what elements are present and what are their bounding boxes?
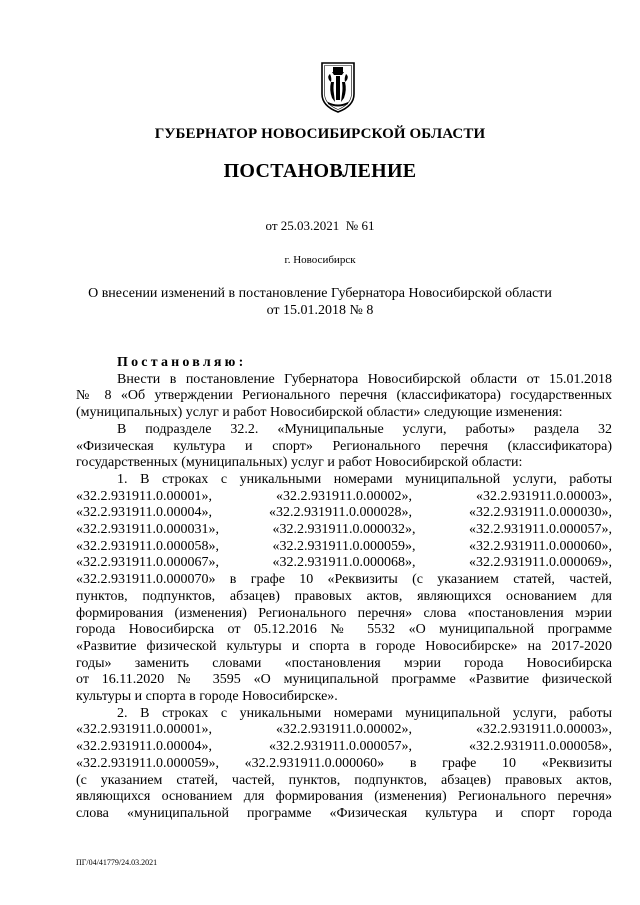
body-line: «32.2.931911.0.000031», «32.2.931911.0.000032», «32.2.931911.0.000057», xyxy=(76,522,612,538)
body-line: В подразделе 32.2. «Муниципальные услуги, работы» раздела 32 xyxy=(117,421,612,437)
body-line: являющихся основанием для формирования (изменения) Регионального перечня» xyxy=(76,789,612,805)
body-line: № 8 «Об утверждении Регионального перечня (классификатора) государственных xyxy=(76,388,612,404)
document-date-number: от 25.03.2021 № 61 xyxy=(265,218,375,233)
subject-line: от 15.01.2018 № 8 xyxy=(266,303,374,318)
body-line: «32.2.931911.0.000067», «32.2.931911.0.000068», «32.2.931911.0.000069», xyxy=(76,555,612,571)
body-line: «Физическая культура и спорт» Регионального перечня (классификатора) xyxy=(76,438,612,454)
body-line: от 16.11.2020 № 3595 «О муниципальной программе «Развитие физической xyxy=(76,672,612,688)
body-line: (с указанием статей, частей, пунктов, подпунктов, абзацев) правовых актов, xyxy=(76,772,612,788)
body-line: «32.2.931911.0.00004», «32.2.931911.0.000028», «32.2.931911.0.000030», xyxy=(76,505,612,521)
body-line: 2. В строках с уникальными номерами муниципальной услуги, работы xyxy=(117,705,612,721)
body-line: «32.2.931911.0.000058», «32.2.931911.0.000059», «32.2.931911.0.000060», xyxy=(76,538,612,554)
body-line: «32.2.931911.0.000059», «32.2.931911.0.000060» в графе 10 «Реквизиты xyxy=(76,755,612,771)
body-line: годы» заменить словами «постановления мэрии города Новосибирска xyxy=(76,655,612,671)
body-line: пунктов, подпунктов, абзацев) правовых актов, являющихся основанием для xyxy=(76,588,612,604)
subject-line: О внесении изменений в постановление Губернатора Новосибирской области xyxy=(88,286,552,301)
document-body xyxy=(76,355,612,823)
body-line: города Новосибирска от 05.12.2016 № 5532 «О муниципальной программе xyxy=(76,622,612,638)
body-line: «32.2.931911.0.00004», «32.2.931911.0.000057», «32.2.931911.0.000058», xyxy=(76,739,612,755)
document-subject xyxy=(0,285,640,319)
decree-word: Постановляю: xyxy=(117,355,247,370)
body-line: «32.2.931911.0.00001», «32.2.931911.0.00002», «32.2.931911.0.00003», xyxy=(76,488,612,504)
body-line: Внести в постановление Губернатора Новосибирской области от 15.01.2018 xyxy=(117,371,612,387)
body-line: слова «муниципальной программе «Физическая культура и спорт города xyxy=(76,805,612,821)
body-line: (муниципальных) услуг и работ Новосибирской области» следующие изменения: xyxy=(76,405,563,421)
document-city: г. Новосибирск xyxy=(284,254,356,266)
document-footer-code: ПГ/04/41779/24.03.2021 xyxy=(76,858,158,867)
body-line: формирования (изменения) Регионального перечня» слова «постановления мэрии xyxy=(76,605,612,621)
document-type: ПОСТАНОВЛЕНИЕ xyxy=(223,160,417,182)
issuing-authority: ГУБЕРНАТОР НОВОСИБИРСКОЙ ОБЛАСТИ xyxy=(154,126,486,142)
body-line: «Развитие физической культуры и спорта в городе Новосибирске» на 2017-2020 xyxy=(76,638,612,654)
body-line: «32.2.931911.0.000070» в графе 10 «Реквизиты (с указанием статей, частей, xyxy=(76,572,612,588)
body-line: 1. В строках с уникальными номерами муниципальной услуги, работы xyxy=(117,471,612,487)
body-line: культуры и спорта в городе Новосибирске». xyxy=(76,689,338,705)
coat-of-arms-icon xyxy=(317,60,359,114)
body-line: государственных (муниципальных) услуг и работ Новосибирской области: xyxy=(76,455,523,471)
body-line: «32.2.931911.0.00001», «32.2.931911.0.00002», «32.2.931911.0.00003», xyxy=(76,722,612,738)
